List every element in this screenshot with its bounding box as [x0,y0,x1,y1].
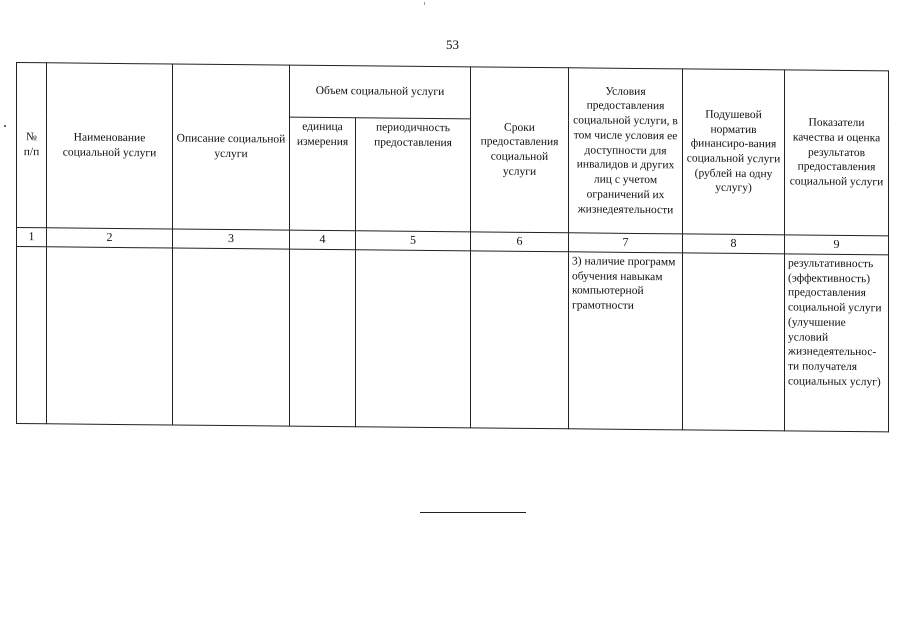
scan-mark [424,2,425,5]
header-name: Наименование социальной услуги [47,63,173,229]
header-volume-frequency: периодичность предоставления [356,118,471,232]
column-number: 7 [569,233,683,253]
social-service-table [16,62,889,432]
column-number: 2 [47,228,173,248]
column-number: 5 [356,231,471,251]
header-conditions: Условия предоставления социальной услуги, в том числе условия ее доступности для инвалидов и других лиц с учетом ограничений их жизнедеятельности [569,68,683,234]
column-number: 8 [683,234,785,254]
cell-conditions: 3) наличие программ обучения навыкам компьютерной грамотности [569,252,683,430]
cell-name [47,247,173,425]
header-terms: Сроки предоставления социальной услуги [471,67,569,233]
column-number: 4 [290,230,356,250]
header-description: Описание социальной услуги [173,64,290,230]
cell-terms [471,251,569,429]
header-volume-group: Объем социальной услуги [290,65,471,119]
header-funding-norm: Подушевой норматив финансиро-вания социальной услуги (рублей на одну услугу) [683,69,785,235]
column-number: 6 [471,232,569,252]
cell-volume-frequency [356,250,471,428]
cell-funding-norm [683,253,785,431]
scan-speck [4,125,6,127]
table-row [17,247,889,432]
page-number: 53 [446,37,459,52]
header-num: № п/п [17,63,47,228]
column-number: 3 [173,229,290,249]
cell-num [17,247,47,424]
cell-quality-indicators: результативность (эффективность) предоставления социальной услуги (улучшение условий жизнедеятельнос-ти получателя социальных услуг) [785,254,889,432]
header-row-top [17,63,889,123]
cell-description [173,248,290,426]
column-number: 1 [17,228,47,247]
column-number: 9 [785,235,889,255]
footer-divider [420,512,526,513]
cell-volume-unit [290,249,356,427]
header-quality-indicators: Показатели качества и оценка результатов предоставления социальной услуги [785,70,889,236]
header-volume-unit: единица измерения [290,117,356,231]
